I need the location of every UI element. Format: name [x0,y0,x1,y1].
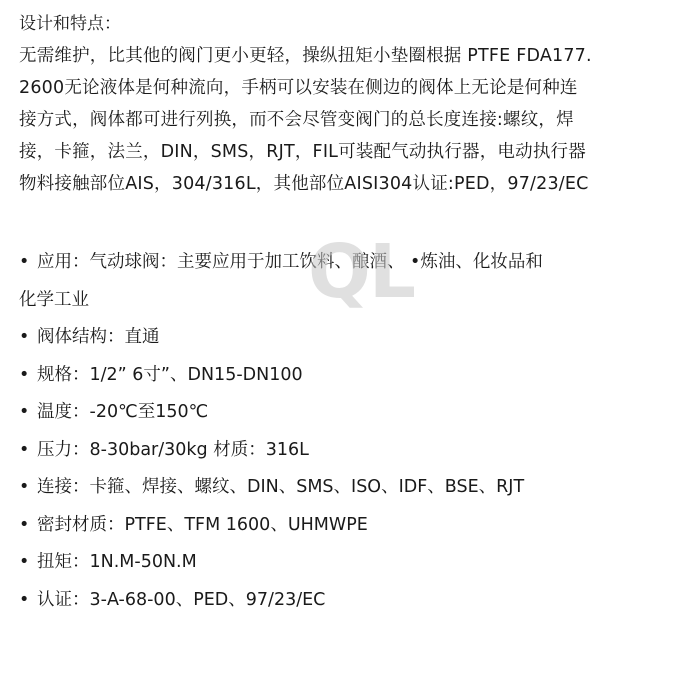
bullet-icon: • [19,514,30,535]
product-description [19,8,691,619]
spec-list [19,244,691,619]
list-item-connection [19,469,691,507]
bullet-icon: • [19,252,30,272]
list-item-seal [19,507,691,545]
list-item-text: 化学工业 [19,289,89,310]
bullet-icon: • [19,589,30,610]
list-item-structure [19,319,691,357]
list-item-application [19,244,691,282]
watermark-logo: QL [308,229,415,315]
bullet-icon: • [19,439,30,460]
intro-paragraph [19,40,691,200]
list-item-text: 规格：1/2” 6寸”、DN15-DN100 [37,364,303,385]
intro-line: 2600无论液体是何种流向，手柄可以安装在侧边的阀体上无论是何种连 [19,78,578,98]
bullet-icon: • [19,477,30,497]
list-item-text: 扭矩：1N.M-50N.M [37,552,197,572]
intro-line: 物料接触部位AIS，304/316L，其他部位AISI304认证:PED，97/23/EC [19,174,589,194]
intro-line: 无需维护，比其他的阀门更小更轻，操纵扭矩小垫圈根据 PTFE FDA177. [19,46,592,66]
list-item-text: 认证：3-A-68-00、PED、97/23/EC [37,589,326,610]
section-heading: 设计和特点： [19,14,121,34]
list-item-text: 应用：气动球阀：主要应用于加工饮料、酿酒、 •炼油、化妆品和 [37,252,543,272]
list-item-torque [19,544,691,582]
list-item-text: 阀体结构：直通 [37,327,160,347]
list-item-application-continued [19,282,691,320]
list-item-certification [19,582,691,620]
bullet-icon: • [19,402,30,422]
bullet-icon: • [19,364,30,385]
list-item-pressure [19,432,691,470]
intro-line: 接方式，阀体都可进行列换，而不会尽管变阀门的总长度连接:螺纹，焊 [19,110,574,130]
list-item-text: 密封材质：PTFE、TFM 1600、UHMWPE [37,514,368,535]
list-item-text: 压力：8-30bar/30kg 材质：316L [37,439,309,460]
bullet-icon: • [19,552,30,572]
list-item-text: 连接：卡箍、焊接、螺纹、DIN、SMS、ISO、IDF、BSE、RJT [37,477,525,497]
list-item-text: 温度：-20℃至150℃ [37,402,209,422]
bullet-icon: • [19,327,30,347]
spacer [19,200,691,244]
list-item-spec [19,357,691,395]
list-item-temperature [19,394,691,432]
intro-line: 接，卡箍，法兰，DIN，SMS，RJT，FIL可装配气动执行器，电动执行器 [19,142,586,162]
